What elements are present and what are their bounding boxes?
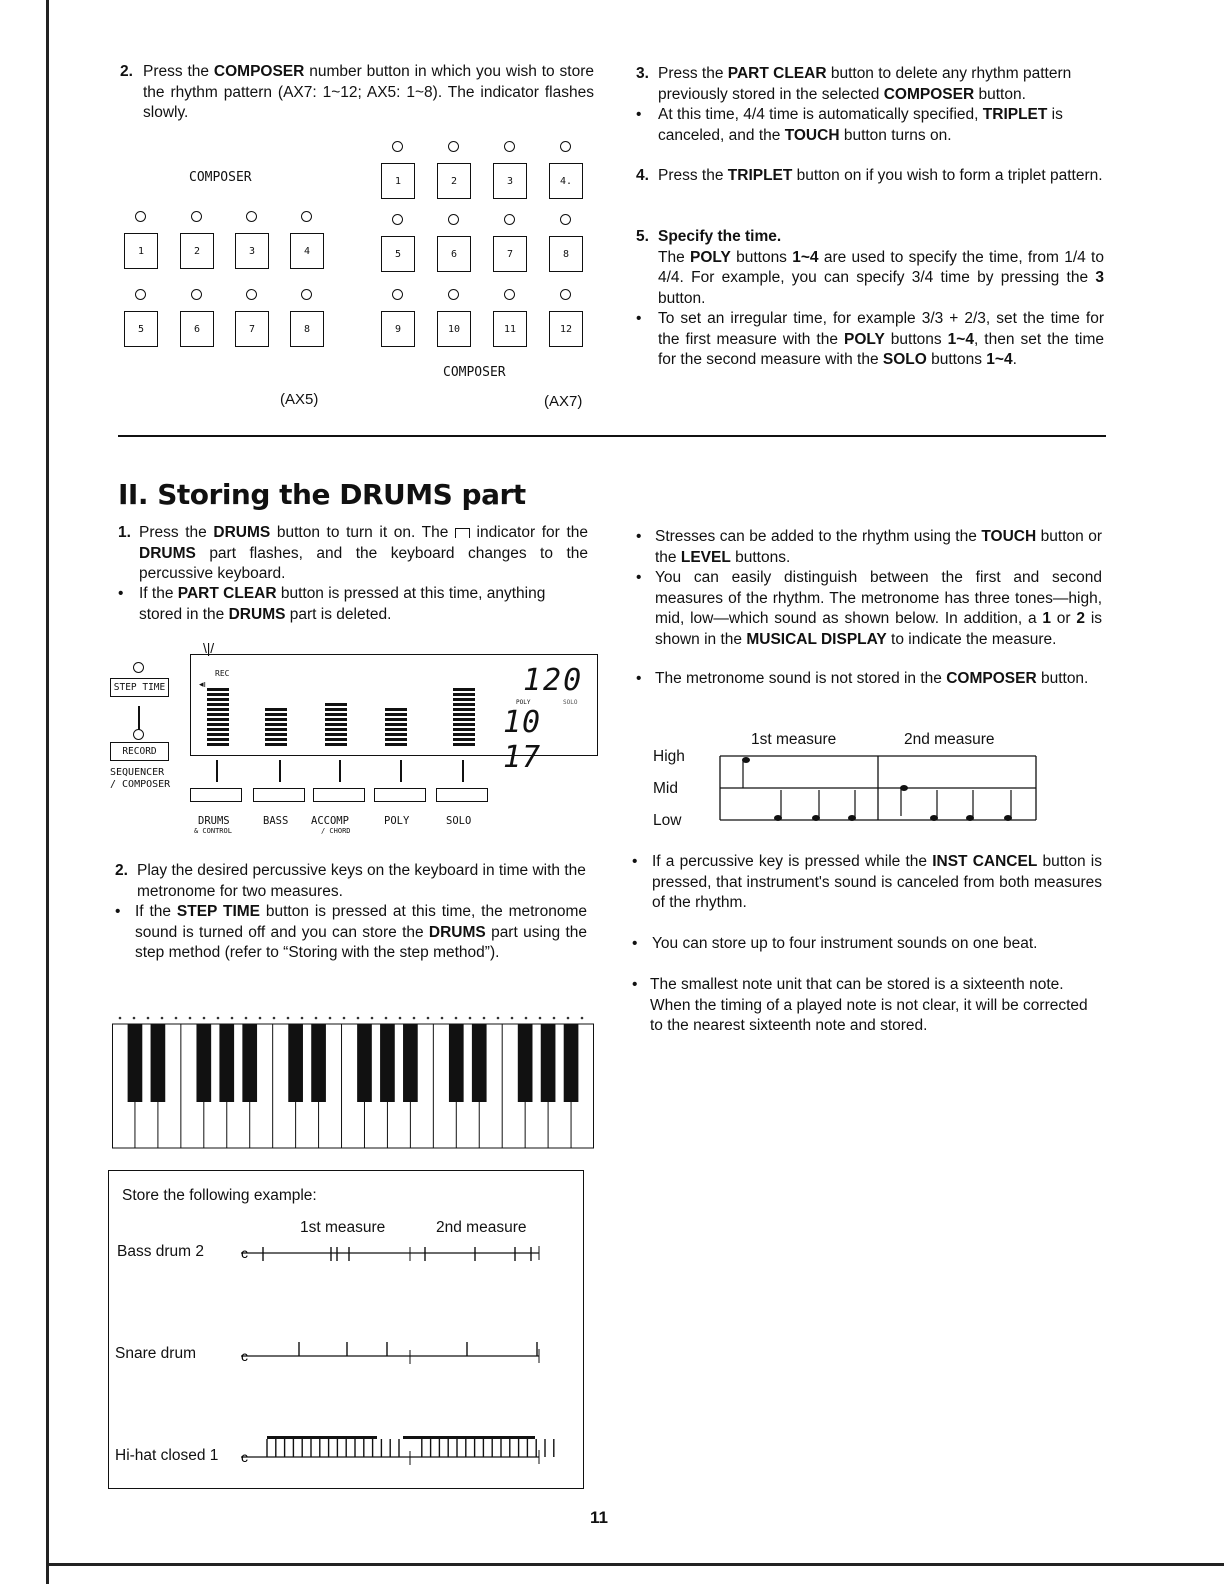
right-bullet-measures: • You can easily distinguish between the first and second measures of the rhythm. The metronome has three tones—high, mid, low—which sound as shown below. In addition, a 1 or 2 is shown in the MUSICAL DISPLAY to indicate the measure. [636,569,1103,648]
right-bullet-metronome: • The metronome sound is not stored in the COMPOSER button. [636,670,1089,687]
ax7-composer-button-5[interactable]: 5 [381,236,415,272]
level-segment [325,743,347,746]
instrument-symbol [119,1017,122,1020]
level-segment [265,718,287,721]
ax5-composer-button-6[interactable]: 6 [180,311,214,347]
ax5-composer-button-2[interactable]: 2 [180,233,214,269]
ax5-composer-button-8[interactable]: 8 [290,311,324,347]
example-measure-1: 1st measure [300,1219,386,1236]
flash-icon: \ | / [203,640,213,656]
metronome-row-low: Low [653,812,682,829]
black-key [196,1024,211,1102]
part-label-bass: BASS [263,815,289,827]
instrument-symbol [315,1017,318,1020]
level-segment [207,698,229,701]
level-segment [453,708,475,711]
beam [425,1436,535,1439]
black-key [472,1024,487,1102]
ax7-composer-button-5-led [392,214,403,225]
connector-line [138,706,140,730]
instrument-symbol [483,1017,486,1020]
tempo-readout: 120 [523,663,584,698]
black-key [403,1024,418,1102]
level-segment [207,713,229,716]
common-time-symbol: c [241,1245,248,1261]
level-segment [453,723,475,726]
part-label-drums: DRUMS [198,815,230,827]
level-segment [325,708,347,711]
drums-step-1: 1. Press the DRUMS button to turn it on. The indicator for the DRUMS part flashes, and the keyboard changes to the percussive keyboard. [118,524,588,582]
example-measure-2: 2nd measure [436,1219,527,1236]
right-bullet-inst-cancel: • If a percussive key is pressed while the INST CANCEL button is pressed, that instrument's sound is canceled from both measures of the rhythm. [632,853,1102,911]
part-button-poly[interactable] [374,788,426,802]
ax7-composer-button-12[interactable]: 12 [549,311,583,347]
sequencer-label: SEQUENCER [110,767,165,778]
instrument-symbol [455,1017,458,1020]
metronome-diagram [650,730,1050,835]
part-button-bass[interactable] [253,788,305,802]
ax7-composer-button-11[interactable]: 11 [493,311,527,347]
level-segment [453,688,475,691]
level-segment [385,723,407,726]
metronome-measure-2: 2nd measure [904,731,995,748]
instrument-symbol [427,1017,430,1020]
measure-readout: 10 17 [503,705,542,775]
ax7-composer-button-7-led [504,214,515,225]
black-key [288,1024,303,1102]
instrument-symbol [497,1017,500,1020]
level-segment [207,743,229,746]
level-segment [385,713,407,716]
instrument-symbol [371,1017,374,1020]
black-key [128,1024,143,1102]
ax5-composer-button-1-led [135,211,146,222]
composer-sub-label: / COMPOSER [110,779,171,790]
part-label-solo: SOLO [446,815,472,827]
common-time-symbol: c [241,1449,248,1465]
instrument-symbol [287,1017,290,1020]
right-bullet-stresses: • Stresses can be added to the rhythm using the TOUCH button or the LEVEL buttons. [636,528,1102,566]
instrument-symbol [413,1017,416,1020]
right-bullet-sixteenth: • The smallest note unit that can be stored is a sixteenth note. When the timing of a played note is not clear, it will be corrected to the nearest sixteenth note and stored. [632,976,1088,1034]
ax5-caption: (AX5) [280,391,319,408]
step-time-button[interactable]: STEP TIME [110,678,169,697]
instrument-symbol [539,1017,542,1020]
ax5-composer-button-7[interactable]: 7 [235,311,269,347]
level-segment [385,733,407,736]
instrument-symbol [469,1017,472,1020]
drums-bullet-step-time: • If the STEP TIME button is pressed at this time, the metronome sound is turned off and you can store the DRUMS part using the step method (refer to “Storing with the step method”). [115,903,587,961]
ax5-composer-button-7-led [246,289,257,300]
step-2-composer: 2. Press the COMPOSER number button in which you wish to store the rhythm pattern (AX7: 1~12; AX5: 1~8). The indicator flashes slowly. [120,63,594,121]
scan-border-bottom [46,1563,1224,1566]
ax7-composer-button-1[interactable]: 1 [381,163,415,199]
ax7-composer-button-6[interactable]: 6 [437,236,471,272]
part-connector [279,760,281,782]
instrument-symbol [161,1017,164,1020]
scan-border-left [46,0,49,1584]
instrument-symbol [441,1017,444,1020]
instrument-symbol [329,1017,332,1020]
black-key [357,1024,372,1102]
instrument-symbol [175,1017,178,1020]
step-5-specify-time: 5. Specify the time. The POLY buttons 1~4 are used to specify the time, from 1/4 to 4/4. For example, you can specify 3/4 time by pressing the 3 button. [636,228,1104,307]
composer-panel-ax5 [115,160,355,420]
part-connector [339,760,341,782]
instrument-symbol [525,1017,528,1020]
speaker-icon: ◂ı [199,679,207,689]
ax7-composer-button-7[interactable]: 7 [493,236,527,272]
level-segment [207,718,229,721]
beam [267,1436,377,1439]
level-segment [265,728,287,731]
level-segment [453,703,475,706]
instrument-symbol [301,1017,304,1020]
ax5-composer-button-4[interactable]: 4 [290,233,324,269]
metronome-row-high: High [653,748,685,765]
level-segment [325,723,347,726]
step-3-part-clear: 3. Press the PART CLEAR button to delete any rhythm pattern previously stored in the selected COMPOSER button. [636,65,1072,103]
level-segment [265,738,287,741]
instrument-symbol [553,1017,556,1020]
bullet-irregular-time: • To set an irregular time, for example 3/3 + 2/3, set the time for the first measure with the POLY buttons 1~4, then set the time for the second measure with the SOLO buttons 1~4. [636,310,1104,368]
level-segment [453,713,475,716]
ax7-composer-button-11-led [504,289,515,300]
level-segment [325,738,347,741]
level-segment [325,728,347,731]
black-key [541,1024,556,1102]
level-segment [265,743,287,746]
accomp-sub-label: / CHORD [321,827,351,835]
rec-indicator: REC [215,669,230,678]
instrument-symbol [511,1017,514,1020]
instrument-symbol [343,1017,346,1020]
level-segment [325,718,347,721]
metronome-grid [718,754,1040,829]
black-key [449,1024,464,1102]
level-segment [453,738,475,741]
common-time-symbol: c [241,1348,248,1364]
black-key [311,1024,326,1102]
ax5-composer-button-3[interactable]: 3 [235,233,269,269]
instrument-symbol [245,1017,248,1020]
part-connector [216,760,218,782]
instrument-symbol [273,1017,276,1020]
black-key [219,1024,234,1102]
level-segment [453,698,475,701]
instrument-symbol [217,1017,220,1020]
level-segment [207,738,229,741]
level-segment [207,693,229,696]
level-segment [207,723,229,726]
ax7-composer-button-4[interactable]: 4. [549,163,583,199]
black-key [564,1024,579,1102]
drums-bullet-part-clear: • If the PART CLEAR button is pressed at this time, anything stored in the DRUMS part is deleted. [118,585,546,623]
ax7-composer-button-1-led [392,141,403,152]
instrument-symbol [385,1017,388,1020]
section-title: II. Storing the DRUMS part [118,478,526,511]
record-led [133,729,144,740]
level-segment [207,708,229,711]
level-segment [265,713,287,716]
part-label-poly: POLY [384,815,410,827]
level-segment [385,728,407,731]
display-solo-label: SOLO [563,699,578,706]
level-segment [207,688,229,691]
page-number: 11 [590,1508,608,1527]
level-segment [385,738,407,741]
level-segment [385,743,407,746]
drums-sub-label: & CONTROL [194,827,232,835]
ax7-composer-button-2[interactable]: 2 [437,163,471,199]
instrument-symbol [203,1017,206,1020]
ax7-composer-button-3[interactable]: 3 [493,163,527,199]
black-key [242,1024,257,1102]
ax7-composer-button-8-led [560,214,571,225]
ax5-composer-button-6-led [191,289,202,300]
musical-display [190,654,598,775]
level-segment [207,733,229,736]
part-connector [462,760,464,782]
metronome-row-mid: Mid [653,780,678,797]
level-segment [207,728,229,731]
level-segment [453,693,475,696]
level-segment [385,718,407,721]
ax7-composer-button-9-led [392,289,403,300]
instrument-symbol [133,1017,136,1020]
ax5-composer-button-4-led [301,211,312,222]
ax7-composer-button-12-led [560,289,571,300]
ax5-composer-button-1[interactable]: 1 [124,233,158,269]
level-segment [453,728,475,731]
part-button-solo[interactable] [436,788,488,802]
instrument-symbol [357,1017,360,1020]
bullet-auto-time: • At this time, 4/4 time is automatically specified, TRIPLET is canceled, and the TOUCH button turns on. [636,106,1063,144]
right-bullet-four-sounds: • You can store up to four instrument sounds on one beat. [632,935,1038,952]
drums-step-2: 2. Play the desired percussive keys on the keyboard in time with the metronome for two measures. [115,862,586,900]
example-notation [239,1231,574,1476]
composer-label-ax7: COMPOSER [443,365,506,380]
part-button-drums[interactable] [190,788,242,802]
part-button-accomp[interactable] [313,788,365,802]
instrument-symbol [399,1017,402,1020]
ax5-composer-button-8-led [301,289,312,300]
example-row-snare: Snare drum [115,1345,196,1362]
indicator-icon [455,528,470,538]
ax5-composer-button-3-led [246,211,257,222]
ax7-composer-button-2-led [448,141,459,152]
level-segment [265,733,287,736]
sequencer-panel [108,640,598,840]
part-label-accomp: ACCOMP [311,815,349,827]
level-segment [265,723,287,726]
level-segment [325,713,347,716]
instrument-symbol [147,1017,150,1020]
ax7-composer-button-10[interactable]: 10 [437,311,471,347]
percussive-keyboard [112,1010,594,1150]
instrument-symbol [259,1017,262,1020]
ax5-composer-button-5[interactable]: 5 [124,311,158,347]
example-row-bass: Bass drum 2 [117,1243,205,1260]
metronome-measure-1: 1st measure [751,731,837,748]
composer-label-ax5: COMPOSER [189,170,252,185]
level-segment [385,708,407,711]
black-key [151,1024,166,1102]
ax7-composer-button-6-led [448,214,459,225]
ax7-composer-button-10-led [448,289,459,300]
section-divider [118,435,1106,437]
record-button[interactable]: RECORD [110,742,169,761]
level-segment [325,703,347,706]
ax7-composer-button-4-led [560,141,571,152]
level-segment [325,733,347,736]
level-segment [207,703,229,706]
level-segment [453,733,475,736]
black-key [518,1024,533,1102]
ax7-composer-button-9[interactable]: 9 [381,311,415,347]
instrument-symbol [231,1017,234,1020]
example-row-hihat: Hi-hat closed 1 [115,1447,219,1464]
part-connector [400,760,402,782]
step-time-led [133,662,144,673]
level-segment [265,708,287,711]
instrument-symbol [581,1017,584,1020]
instrument-symbol [567,1017,570,1020]
ax7-composer-button-8[interactable]: 8 [549,236,583,272]
level-segment [453,718,475,721]
display-poly-label: POLY [516,699,531,706]
example-title: Store the following example: [122,1187,317,1204]
level-segment [453,743,475,746]
black-key [380,1024,395,1102]
ax7-composer-button-3-led [504,141,515,152]
example-box [108,1170,584,1489]
ax5-composer-button-5-led [135,289,146,300]
ax5-composer-button-2-led [191,211,202,222]
step-4-triplet: 4. Press the TRIPLET button on if you wish to form a triplet pattern. [636,167,1103,184]
instrument-symbol [189,1017,192,1020]
ax7-caption: (AX7) [544,393,583,410]
